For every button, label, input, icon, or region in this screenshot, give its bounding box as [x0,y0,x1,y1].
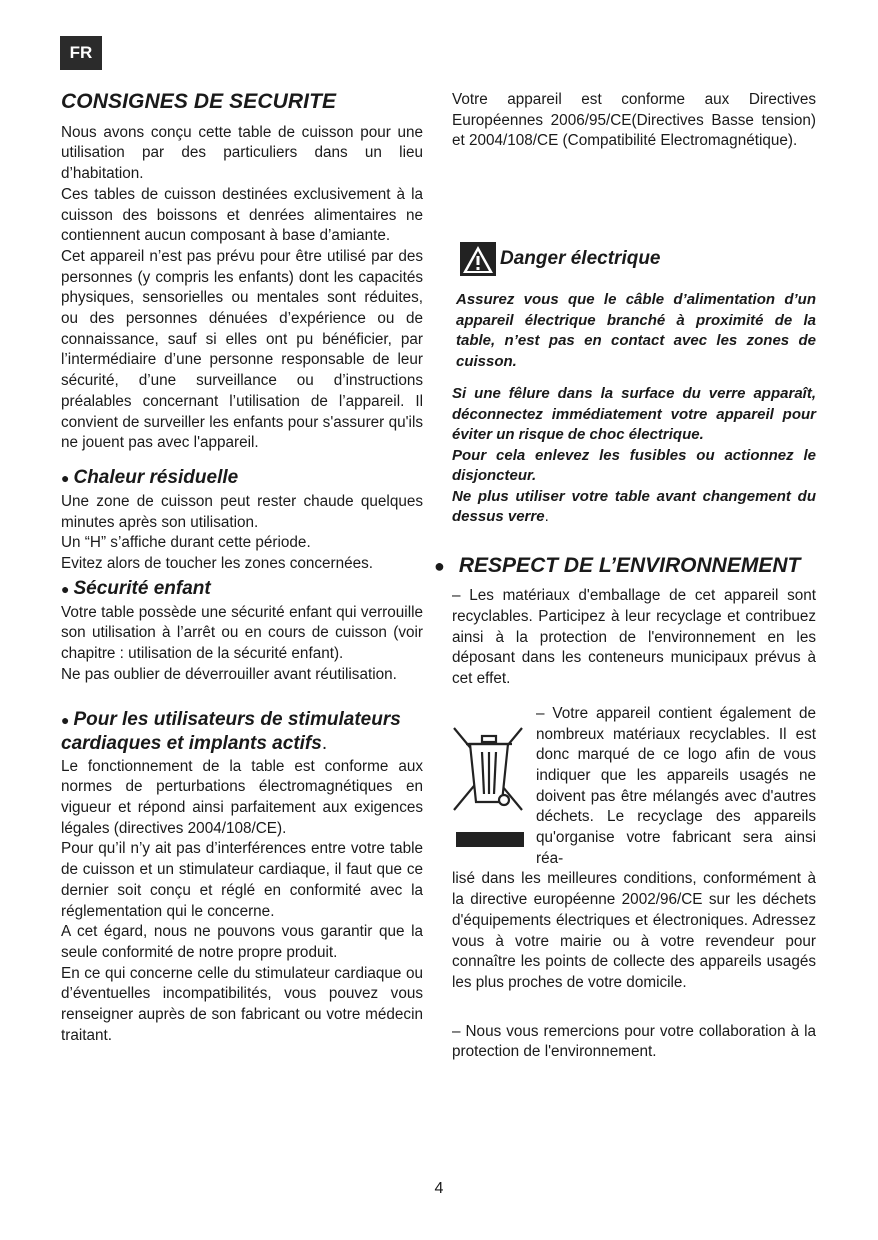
danger-paragraph-4: Ne plus utiliser votre table avant changement du dessus verre. [452,487,816,526]
child-safety-line-1: Votre table possède une sécurité enfant qui verrouille son utilisation à l’arrêt ou en cours de cuisson (voir chapitre : utilisation de la sécurité enfant). [61,603,423,663]
bullet-icon: ● [61,711,70,728]
environment-paragraph-2b: lisé dans les meilleures conditions, conformément à la directive européenne 2002/96/CE sur les déchets d'équipements électriques et électroniques. Adressez vous à votre mairie ou à votre revendeur pour connaître les points de collecte des appareils usagés les plus proches de votre domicile. [452,870,816,991]
residual-heat-line-3: Evitez alors de toucher les zones concernées. [61,555,374,573]
bullet-icon: ● [61,580,70,597]
danger-paragraph-2: Si une fêlure dans la surface du verre apparaît, déconnectez immédiatement votre appareil pour éviter un risque de choc électrique. [452,385,816,444]
directives-paragraph: Votre appareil est conforme aux Directives Européennes 2006/95/CE(Directives Basse tension) et 2004/108/CE (Compatibilité Electromagnétique). [452,91,816,150]
pacemaker-line-1: Le fonctionnement de la table est conforme aux normes de perturbations électromagnétiques en vigueur et répond ainsi parfaitement aux exigences légales (directives 2004/108/CE). [61,757,423,837]
child-safety-line-2: Ne pas oublier de déverrouiller avant réutilisation. [61,665,397,683]
right-column [434,90,816,1063]
danger-paragraph-1: Assurez vous que le câble d’alimentation d’un appareil électrique branché à proximité de la table, n’est pas en contact avec les zones de cuisson. [456,291,816,370]
warning-triangle-icon [460,242,496,276]
safety-title: CONSIGNES DE SECURITE [61,90,337,113]
bullet-icon: ● [434,555,445,576]
danger-paragraph-3: Pour cela enlevez les fusibles ou actionnez le disjoncteur. [452,446,816,485]
recycling-block [452,704,816,994]
intro-paragraph-2: Ces tables de cuisson destinées exclusivement à la cuisson des boissons et denrées alimentaires ne contiennent aucun composant à base d’amiante. [61,185,423,245]
intro-paragraph-1: Nous avons conçu cette table de cuisson pour une utilisation par des particuliers dans un lieu d’habitation. [61,123,423,183]
residual-heat-line-1: Une zone de cuisson peut rester chaude quelques minutes après son utilisation. [61,492,423,531]
residual-heat-heading: ● Chaleur résiduelle [61,466,239,488]
left-column [61,90,423,1046]
bullet-icon: ● [61,469,70,486]
language-tab: FR [60,36,102,70]
child-safety-heading: ● Sécurité enfant [61,577,211,599]
danger-heading [460,242,816,276]
residual-heat-line-2: Un “H” s’affiche durant cette période. [61,534,311,552]
intro-paragraph-3: Cet appareil n’est pas prévu pour être utilisé par des personnes (y compris les enfants) dont les capacités physiques, sensorielles ou mentales sont réduites, ou des personnes dénuées d’expérience ou de connaissance, sauf si elles ont pu bénéficier, par l’intermédiaire d’une personne responsable de leur sécurité, d’une surveillance ou d’instructions préalables concernant l’utilisation de l’appareil. Il convient de surveiller les enfants pour s'assurer qu'ils ne jouent pas avec l'appareil. [61,247,423,452]
environment-paragraph-2a: – Votre appareil contient également de nombreux matériaux recyclables. Il est donc marqué de ce logo afin de vous indiquer que les appareils usagés ne doivent pas être mélangés avec d'autres déchets. Le recyclage des appareils qu'organise votre fabricant sera ainsi réa- [536,704,816,867]
pacemaker-line-4: En ce qui concerne celle du stimulateur cardiaque ou d’éventuelles incompatibilités, vous pouvez vous renseigner auprès de son fabricant ou votre médecin traitant. [61,964,423,1044]
crossed-bin-icon [452,714,526,854]
environment-paragraph-1: – Les matériaux d'emballage de cet appareil sont recyclables. Participez à leur recyclage et contribuez ainsi à la protection de l'environnement en les déposant dans les conteneurs municipaux prévus à cet effet. [452,587,816,688]
environment-paragraph-3: – Nous vous remercions pour votre collaboration à la protection de l'environnement. [452,1022,816,1061]
pacemaker-heading: ● Pour les utilisateurs de stimulateurs cardiaques et implants actifs. [61,708,401,754]
pacemaker-line-3: A cet égard, nous ne pouvons vous garantir que la seule conformité de notre propre produit. [61,923,423,961]
page-number: 4 [434,1180,444,1197]
pacemaker-line-2: Pour qu’il n’y ait pas d’interférences entre votre table de cuisson et un stimulateur cardiaque, il faut que ce dernier soit conçu et réglé en conformité avec la réglementation qui le concerne. [61,840,423,920]
environment-heading: ● RESPECT DE L’ENVIRONNEMENT [434,553,801,577]
danger-title: Danger électrique [500,248,661,270]
